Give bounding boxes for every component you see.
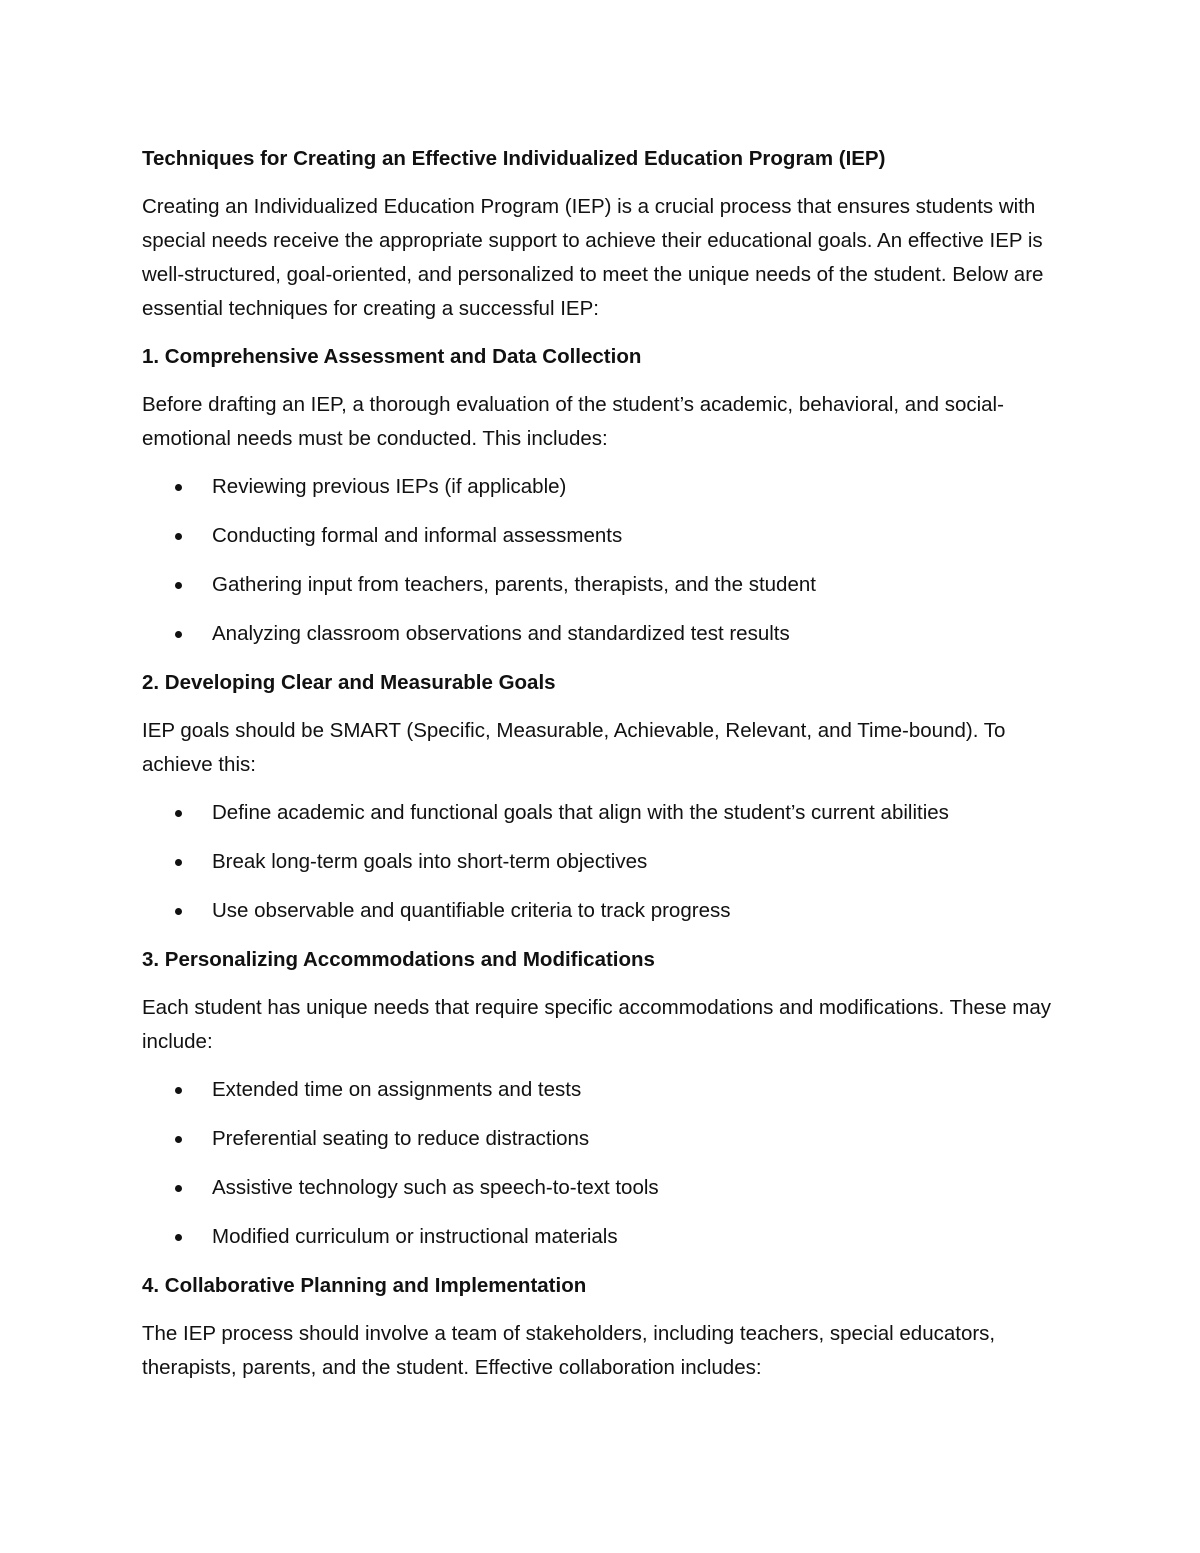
list-item-text: Extended time on assignments and tests [212, 1078, 582, 1101]
document-content [142, 142, 1062, 1399]
section-body: The IEP process should involve a team of stakeholders, including teachers, special educators, therapists, parents, and the student. Effective collaboration includes: [142, 1322, 996, 1379]
bullet-icon [175, 582, 182, 589]
bullet-icon [175, 1234, 182, 1241]
bullet-icon [175, 1136, 182, 1143]
section-body: Each student has unique needs that require specific accommodations and modifications. These may include: [142, 996, 1051, 1053]
section-heading: 3. Personalizing Accommodations and Modifications [142, 948, 655, 971]
bullet-icon [175, 1087, 182, 1094]
list-item-text: Analyzing classroom observations and standardized test results [212, 622, 790, 645]
list-item [142, 894, 1062, 928]
list-item [142, 796, 1062, 830]
list-item [142, 617, 1062, 651]
bullet-list [142, 796, 1062, 928]
list-item-text: Preferential seating to reduce distractions [212, 1127, 590, 1150]
list-item-text: Modified curriculum or instructional materials [212, 1225, 618, 1248]
bullet-list [142, 470, 1062, 651]
document-title: Techniques for Creating an Effective Individualized Education Program (IEP) [142, 147, 886, 170]
section-heading: 2. Developing Clear and Measurable Goals [142, 671, 556, 694]
list-item-text: Define academic and functional goals that align with the student’s current abilities [212, 801, 949, 824]
list-item [142, 1073, 1062, 1107]
section-body: IEP goals should be SMART (Specific, Measurable, Achievable, Relevant, and Time-bound). To achieve this: [142, 719, 1006, 776]
bullet-icon [175, 631, 182, 638]
list-item-text: Use observable and quantifiable criteria to track progress [212, 899, 731, 922]
bullet-icon [175, 484, 182, 491]
list-item-text: Gathering input from teachers, parents, therapists, and the student [212, 573, 816, 596]
list-item [142, 845, 1062, 879]
list-item [142, 1220, 1062, 1254]
list-item [142, 1122, 1062, 1156]
bullet-icon [175, 1185, 182, 1192]
list-item [142, 1171, 1062, 1205]
list-item [142, 470, 1062, 504]
section-heading: 1. Comprehensive Assessment and Data Collection [142, 345, 642, 368]
bullet-icon [175, 533, 182, 540]
bullet-icon [175, 810, 182, 817]
list-item [142, 519, 1062, 553]
section-body: Before drafting an IEP, a thorough evaluation of the student’s academic, behavioral, and social-emotional needs must be conducted. This includes: [142, 393, 1004, 450]
intro-paragraph: Creating an Individualized Education Program (IEP) is a crucial process that ensures students with special needs receive the appropriate support to achieve their educational goals. An effective IEP is well-structured, goal-oriented, and personalized to meet the unique needs of the student. Below are essential techniques for creating a successful IEP: [142, 195, 1044, 320]
bullet-icon [175, 859, 182, 866]
list-item-text: Assistive technology such as speech-to-text tools [212, 1176, 659, 1199]
list-item-text: Conducting formal and informal assessments [212, 524, 623, 547]
list-item-text: Break long-term goals into short-term objectives [212, 850, 648, 873]
bullet-icon [175, 908, 182, 915]
list-item [142, 568, 1062, 602]
list-item-text: Reviewing previous IEPs (if applicable) [212, 475, 567, 498]
section-heading: 4. Collaborative Planning and Implementation [142, 1274, 587, 1297]
bullet-list [142, 1073, 1062, 1254]
